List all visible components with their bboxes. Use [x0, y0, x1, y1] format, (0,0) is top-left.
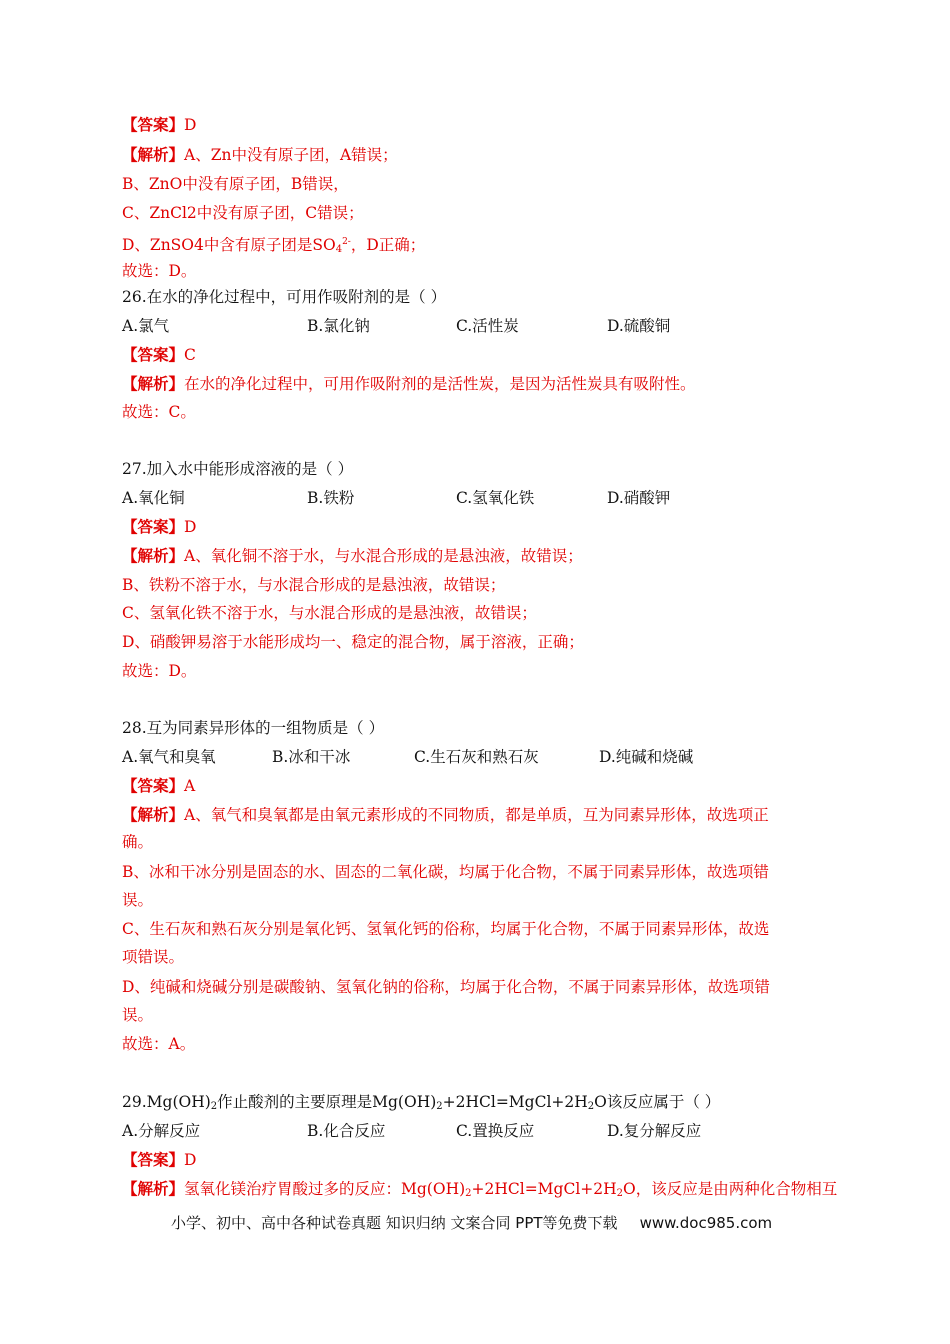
analysis-line: 误。 — [122, 1006, 154, 1024]
analysis-line: D、ZnSO4中含有原子团是$SO_4^{2-}$，D正确； — [122, 236, 426, 255]
analysis-line: B、铁粉不溶于水，与水混合形成的是悬浊液，故错误； — [122, 576, 506, 594]
analysis-line: 【解析】A、氧气和臭氧都是由氧元素形成的不同物质，都是单质，互为同素异形体，故选项正 — [122, 805, 769, 824]
answer-line: 【答案】A — [122, 776, 196, 795]
question-28: 28.互为同素异形体的一组物质是（ ） — [122, 719, 385, 737]
option-d: D.硫酸铜 — [607, 317, 671, 335]
analysis-text: A、Zn中没有原子团，A错误； — [184, 146, 398, 164]
analysis-line: D、纯碱和烧碱分别是碳酸钠、氢氧化钠的俗称，均属于化合物，不属于同素异形体，故选项错 — [122, 978, 770, 996]
analysis-line: 项错误。 — [122, 948, 185, 966]
analysis-line: B、ZnO中没有原子团，B错误， — [122, 175, 349, 193]
footer-url-link[interactable]: www.doc985.com — [639, 1214, 773, 1232]
analysis-line: C、ZnCl2中没有原子团，C错误； — [122, 204, 364, 222]
question-29: $29.Mg(OH)_2$作止酸剂的主要原理是$Mg(OH)_2+2HCl=MgCl+2H_2O$该反应属于（ ） — [122, 1093, 721, 1112]
option-c: C.活性炭 — [456, 317, 519, 335]
analysis-tag: 【解析】 — [122, 145, 185, 164]
option-d: D.纯碱和烧碱 — [599, 748, 694, 766]
footer-text: 小学、初中、高中各种试卷真题 知识归纳 文案合同 PPT等免费下载 — [171, 1214, 618, 1232]
answer-value: D — [184, 116, 197, 134]
analysis-line: 误。 — [122, 891, 154, 909]
question-26: 26.在水的净化过程中，可用作吸附剂的是（ ） — [122, 288, 447, 306]
analysis-line — [122, 145, 398, 165]
option-a: A.氯气 — [122, 317, 170, 335]
analysis-line: 确。 — [122, 833, 154, 851]
answer-line — [122, 115, 196, 135]
answer-line: 【答案】C — [122, 345, 196, 364]
analysis-line: B、冰和干冰分别是固态的水、固态的二氧化碳，均属于化合物，不属于同素异形体，故选项错 — [122, 863, 769, 881]
option-d: D.硝酸钾 — [607, 489, 671, 507]
answer-tag: 【答案】 — [122, 115, 185, 134]
option-a: A.分解反应 — [122, 1122, 201, 1140]
answer-line: 【答案】D — [122, 1150, 197, 1169]
options-row — [122, 747, 742, 767]
options-row — [122, 1121, 742, 1141]
option-c: C.置换反应 — [456, 1122, 535, 1140]
option-a: A.氧化铜 — [122, 489, 185, 507]
analysis-line: 【解析】氢氧化镁治疗胃酸过多的反应：$Mg(OH)_2+2HCl=MgCl+2H_2O$，该反应是由两种化合物相互 — [122, 1179, 838, 1199]
option-c: C.生石灰和熟石灰 — [414, 748, 539, 766]
analysis-line: 【解析】在水的净化过程中，可用作吸附剂的是活性炭，是因为活性炭具有吸附性。 — [122, 374, 696, 393]
options-row — [122, 316, 742, 336]
option-b: B.冰和干冰 — [272, 748, 351, 766]
option-b: B.铁粉 — [307, 489, 355, 507]
conclusion-line: 故选：D。 — [122, 662, 197, 680]
page-footer — [171, 1213, 772, 1233]
option-b: B.氯化钠 — [307, 317, 370, 335]
option-a: A.氧气和臭氧 — [122, 748, 216, 766]
question-27: 27.加入水中能形成溶液的是（ ） — [122, 460, 354, 478]
conclusion-line: 故选：A。 — [122, 1035, 196, 1053]
analysis-line: C、生石灰和熟石灰分别是氧化钙、氢氧化钙的俗称，均属于化合物，不属于同素异形体，故选 — [122, 920, 770, 938]
option-d: D.复分解反应 — [607, 1122, 702, 1140]
conclusion-line: 故选：C。 — [122, 403, 196, 421]
analysis-line: D、硝酸钾易溶于水能形成均一、稳定的混合物，属于溶液，正确； — [122, 633, 584, 651]
analysis-line: 【解析】A、氧化铜不溶于水，与水混合形成的是悬浊液，故错误； — [122, 546, 583, 565]
answer-line: 【答案】D — [122, 517, 197, 536]
analysis-line: C、氢氧化铁不溶于水，与水混合形成的是悬浊液，故错误； — [122, 604, 537, 622]
option-c: C.氢氧化铁 — [456, 489, 535, 507]
option-b: B.化合反应 — [307, 1122, 386, 1140]
options-row — [122, 488, 742, 508]
conclusion-line: 故选：D。 — [122, 262, 197, 280]
